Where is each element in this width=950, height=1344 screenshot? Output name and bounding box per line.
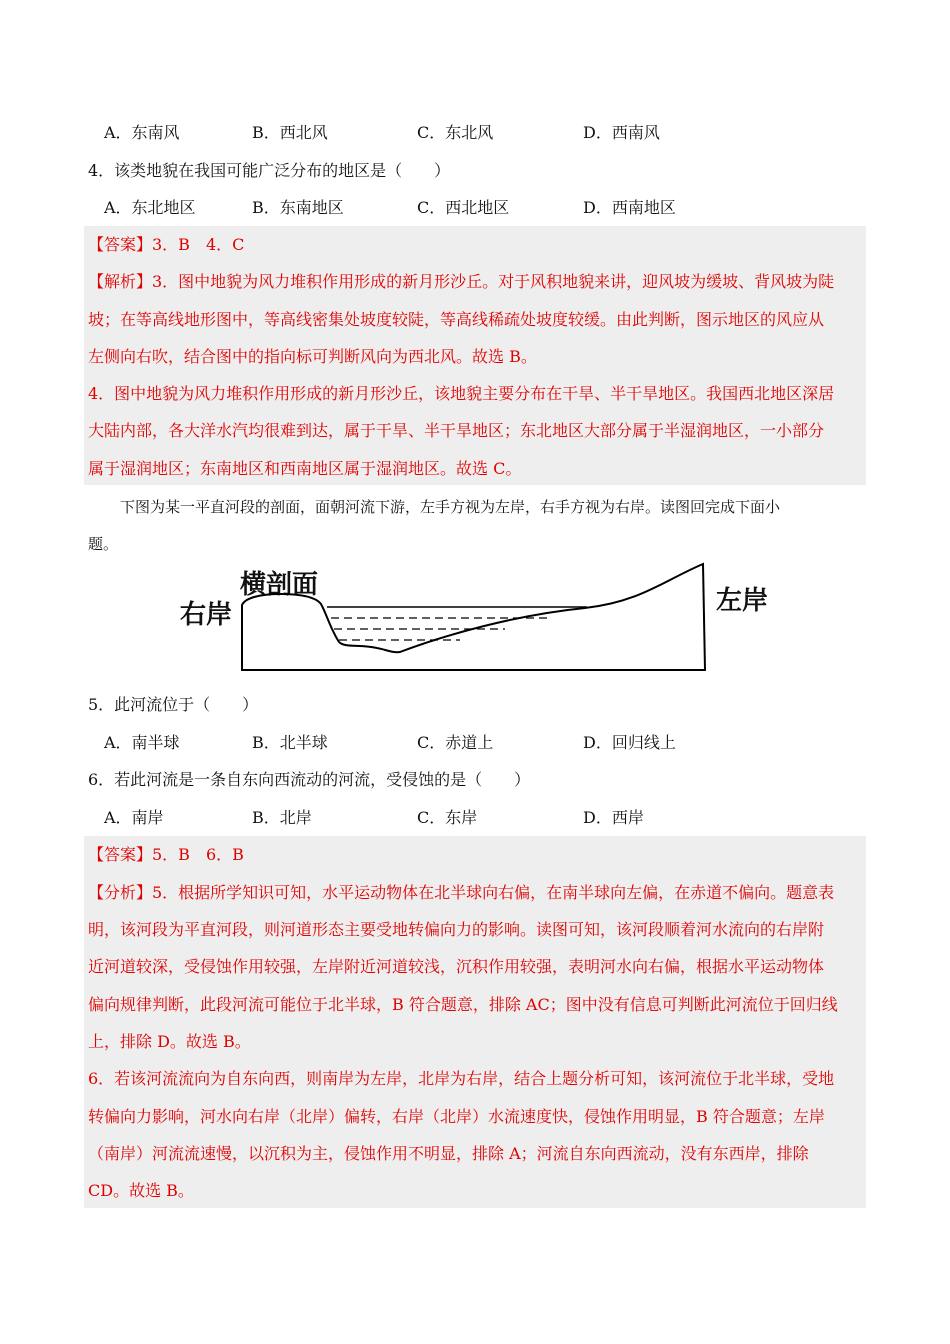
q6-option-a: A．南岸 [104,808,164,827]
analysis-2-line: （南岸）河流流速慢，以沉积为主，侵蚀作用不明显，排除 A；河流自东向西流动，没有东西岸，排除 [88,1144,809,1163]
analysis-2-line: 偏向规律判断，此段河流可能位于北半球，B 符合题意，排除 AC；图中没有信息可判断此河流位于回归线 [88,995,838,1014]
q5-option-b: B．北半球 [252,733,328,752]
answer-2-key: 【答案】5．B 6．B [88,845,244,864]
q4-option-c: C．西北地区 [417,198,510,217]
analysis-2-line: 【分析】5．根据所学知识可知，水平运动物体在北半球向右偏，在南半球向左偏，在赤道不偏向。题意表 [88,883,835,902]
river-cross-section-diagram [235,560,715,675]
q6-option-c: C．东岸 [417,808,478,827]
q5-option-d: D．回归线上 [583,733,676,752]
q3-option-d: D．西南风 [583,123,660,142]
q5-stem: 5．此河流位于（ ） [88,695,259,714]
analysis-1-line: 坡；在等高线地形图中，等高线密集处坡度较陡，等高线稀疏处坡度较缓。由此判断，图示地区的风应从 [88,310,825,329]
answer-1-key: 【答案】3．B 4．C [88,235,245,254]
analysis-2-line: 上，排除 D。故选 B。 [88,1032,251,1051]
right-bank-label: 右岸 [180,600,233,630]
analysis-1-line: 属于湿润地区；东南地区和西南地区属于湿润地区。故选 C。 [88,459,522,478]
analysis-1-line: 【解析】3．图中地貌为风力堆积作用形成的新月形沙丘。对于风积地貌来讲，迎风坡为缓坡、背风坡为陡 [88,272,835,291]
analysis-2-line: 6．若该河流流向为自东向西，则南岸为左岸，北岸为右岸，结合上题分析可知，该河流位于北半球，受地 [88,1069,835,1088]
q6-option-d: D．西岸 [583,808,644,827]
riverbed-profile [242,564,705,670]
intro-text-cont: 题。 [88,535,119,553]
analysis-2-line: CD。故选 B。 [88,1181,194,1200]
analysis-2-line: 转偏向力影响，河水向右岸（北岸）偏转，右岸（北岸）水流速度快，侵蚀作用明显，B 符合题意；左岸 [88,1107,825,1126]
q6-option-b: B．北岸 [252,808,312,827]
q5-option-a: A．南半球 [104,733,180,752]
analysis-1-line: 4．图中地貌为风力堆积作用形成的新月形沙丘，该地貌主要分布在干旱、半干旱地区。我国西北地区深居 [88,384,835,403]
q5-option-c: C．赤道上 [417,733,494,752]
q4-option-a: A．东北地区 [104,198,196,217]
q3-option-a: A．东南风 [104,123,180,142]
analysis-1-line: 左侧向右吹，结合图中的指向标可判断风向为西北风。故选 B。 [88,347,537,366]
analysis-1-line: 大陆内部，各大洋水汽均很难到达，属于干旱、半干旱地区；东北地区大部分属于半湿润地区，一小部分 [88,421,825,440]
intro-text: 下图为某一平直河段的剖面，面朝河流下游，左手方视为左岸，右手方视为右岸。读图回完成下面小 [120,498,781,516]
q4-option-d: D．西南地区 [583,198,676,217]
q3-option-b: B．西北风 [252,123,328,142]
analysis-2-line: 近河道较深，受侵蚀作用较强，左岸附近河道较浅，沉积作用较强，表明河水向右偏，根据水平运动物体 [88,957,825,976]
q4-stem: 4．该类地貌在我国可能广泛分布的地区是（ ） [88,161,451,180]
analysis-2-line: 明，该河段为平直河段，则河道形态主要受地转偏向力的影响。读图可知，该河段顺着河水流向的右岸附 [88,920,825,939]
left-bank-label: 左岸 [716,586,769,616]
figure-title: 横剖面 [240,570,319,600]
q6-stem: 6．若此河流是一条自东向西流动的河流，受侵蚀的是（ ） [88,770,531,789]
q3-option-c: C．东北风 [417,123,494,142]
q4-option-b: B．东南地区 [252,198,344,217]
